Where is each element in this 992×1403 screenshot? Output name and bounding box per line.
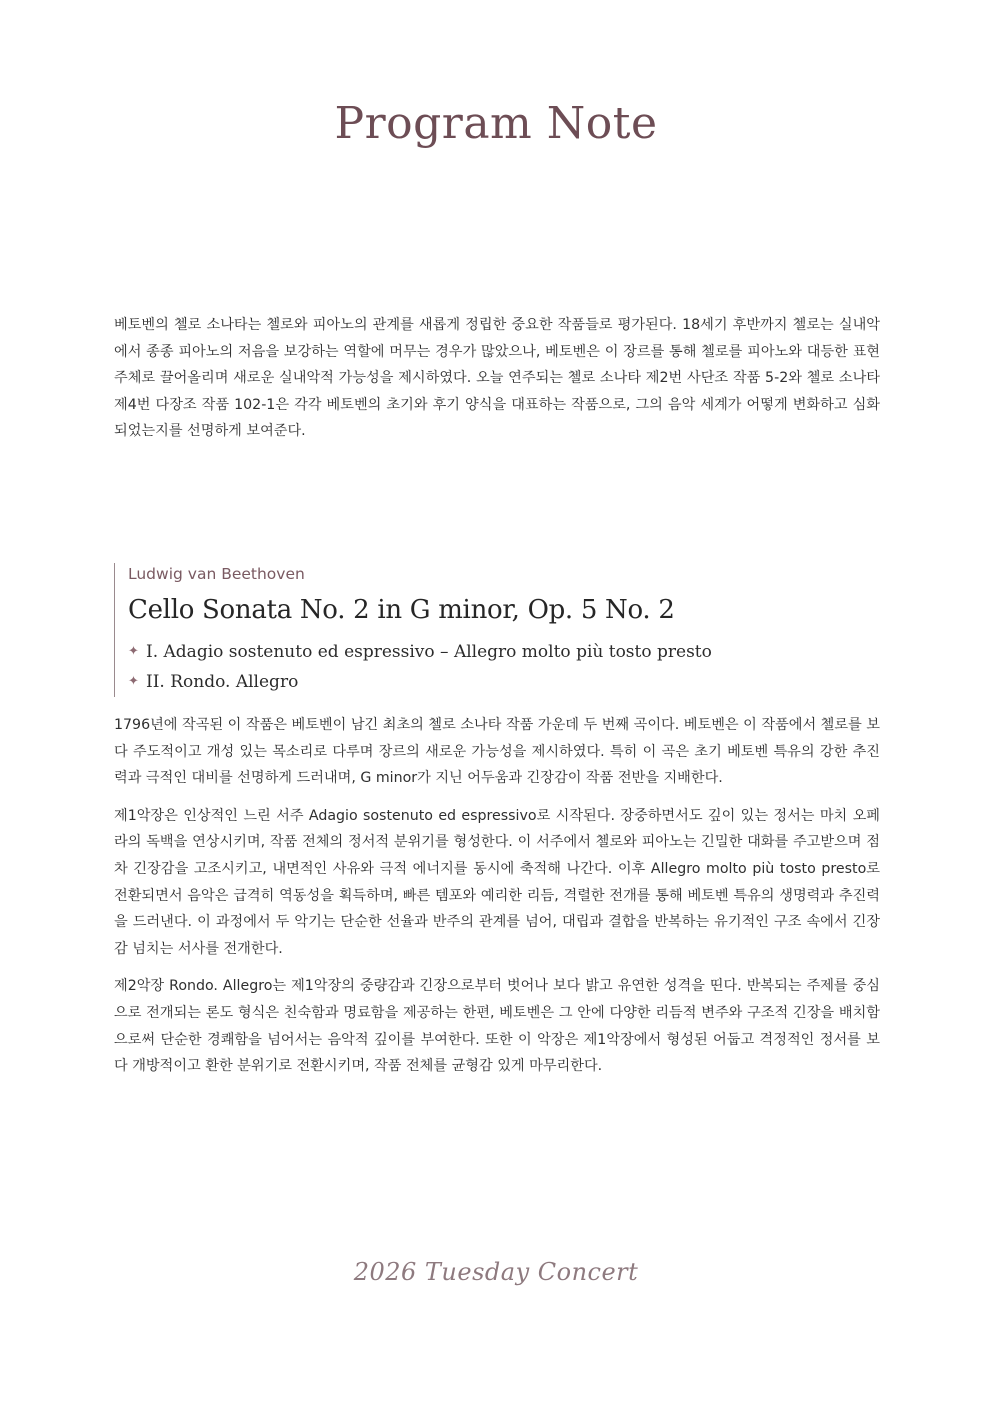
four-point-star-icon: ✦ <box>128 644 139 659</box>
movement-item <box>128 637 880 667</box>
four-point-star-icon: ✦ <box>128 674 139 689</box>
body-paragraph: 제2악장 Rondo. Allegro는 제1악장의 중량감과 긴장으로부터 벗어나 보다 밝고 유연한 성격을 띤다. 반복되는 주제를 중심으로 전개되는 론도 형식은 친숙함과 명료함을 제공하는 한편, 베토벤은 그 안에 다양한 리듬적 변주와 구조적 긴장을 배치함으로써 단순한 경쾌함을 넘어서는 음악적 깊이를 부여한다. 또한 이 악장은 제1악장에서 형성된 어둡고 격정적인 정서를 보다 개방적이고 환한 분위기로 전환시키며, 작품 전체를 균형감 있게 마무리한다. <box>114 978 880 1075</box>
intro-paragraph: 베토벤의 첼로 소나타는 첼로와 피아노의 관계를 새롭게 정립한 중요한 작품들로 평가된다. 18세기 후반까지 첼로는 실내악에서 종종 피아노의 저음을 보강하는 역할에 머무는 경우가 많았으나, 베토벤은 이 장르를 통해 첼로를 피아노와 대등한 표현 주체로 끌어올리며 새로운 실내악적 가능성을 제시하였다. 오늘 연주되는 첼로 소나타 제2번 사단조 작품 5-2와 첼로 소나타 제4번 다장조 작품 102-1은 각각 베토벤의 초기와 후기 양식을 대표하는 작품으로, 그의 음악 세계가 어떻게 변화하고 심화되었는지를 선명하게 보여준다. <box>114 317 880 440</box>
movement-label: II. Rondo. Allegro <box>146 672 299 692</box>
movement-label: I. Adagio sostenuto ed espressivo – Allegro molto più tosto presto <box>146 642 712 662</box>
program-body <box>114 712 880 1091</box>
movement-item <box>128 667 880 697</box>
page-title: Program Note <box>334 98 658 149</box>
footer-title: 2026 Tuesday Concert <box>353 1258 639 1286</box>
work-header <box>114 563 880 697</box>
composer-name: Ludwig van Beethoven <box>128 565 305 583</box>
work-title: Cello Sonata No. 2 in G minor, Op. 5 No. 2 <box>128 595 675 625</box>
body-paragraph: 제1악장은 인상적인 느린 서주 Adagio sostenuto ed espressivo로 시작된다. 장중하면서도 깊이 있는 정서는 마치 오페라의 독백을 연상시키며, 작품 전체의 정서적 분위기를 형성한다. 이 서주에서 첼로와 피아노는 긴밀한 대화를 주고받으며 점차 긴장감을 고조시키고, 내면적인 사유와 극적 에너지를 동시에 축적해 나간다. 이후 Allegro molto più tosto presto로 전환되면서 음악은 급격히 역동성을 획득하며, 빠른 템포와 예리한 리듬, 격렬한 전개를 통해 베토벤 특유의 생명력과 추진력을 드러낸다. 이 과정에서 두 악기는 단순한 선율과 반주의 관계를 넘어, 대립과 결합을 반복하는 유기적인 구조 속에서 긴장감 넘치는 서사를 전개한다. <box>114 807 880 957</box>
body-paragraph: 1796년에 작곡된 이 작품은 베토벤이 남긴 최초의 첼로 소나타 작품 가운데 두 번째 곡이다. 베토벤은 이 작품에서 첼로를 보다 주도적이고 개성 있는 목소리로 다루며 장르의 새로운 가능성을 제시하였다. 특히 이 곡은 초기 베토벤 특유의 강한 추진력과 극적인 대비를 선명하게 드러내며, G minor가 지닌 어두움과 긴장감이 작품 전반을 지배한다. <box>114 717 880 787</box>
movement-list <box>128 637 880 697</box>
